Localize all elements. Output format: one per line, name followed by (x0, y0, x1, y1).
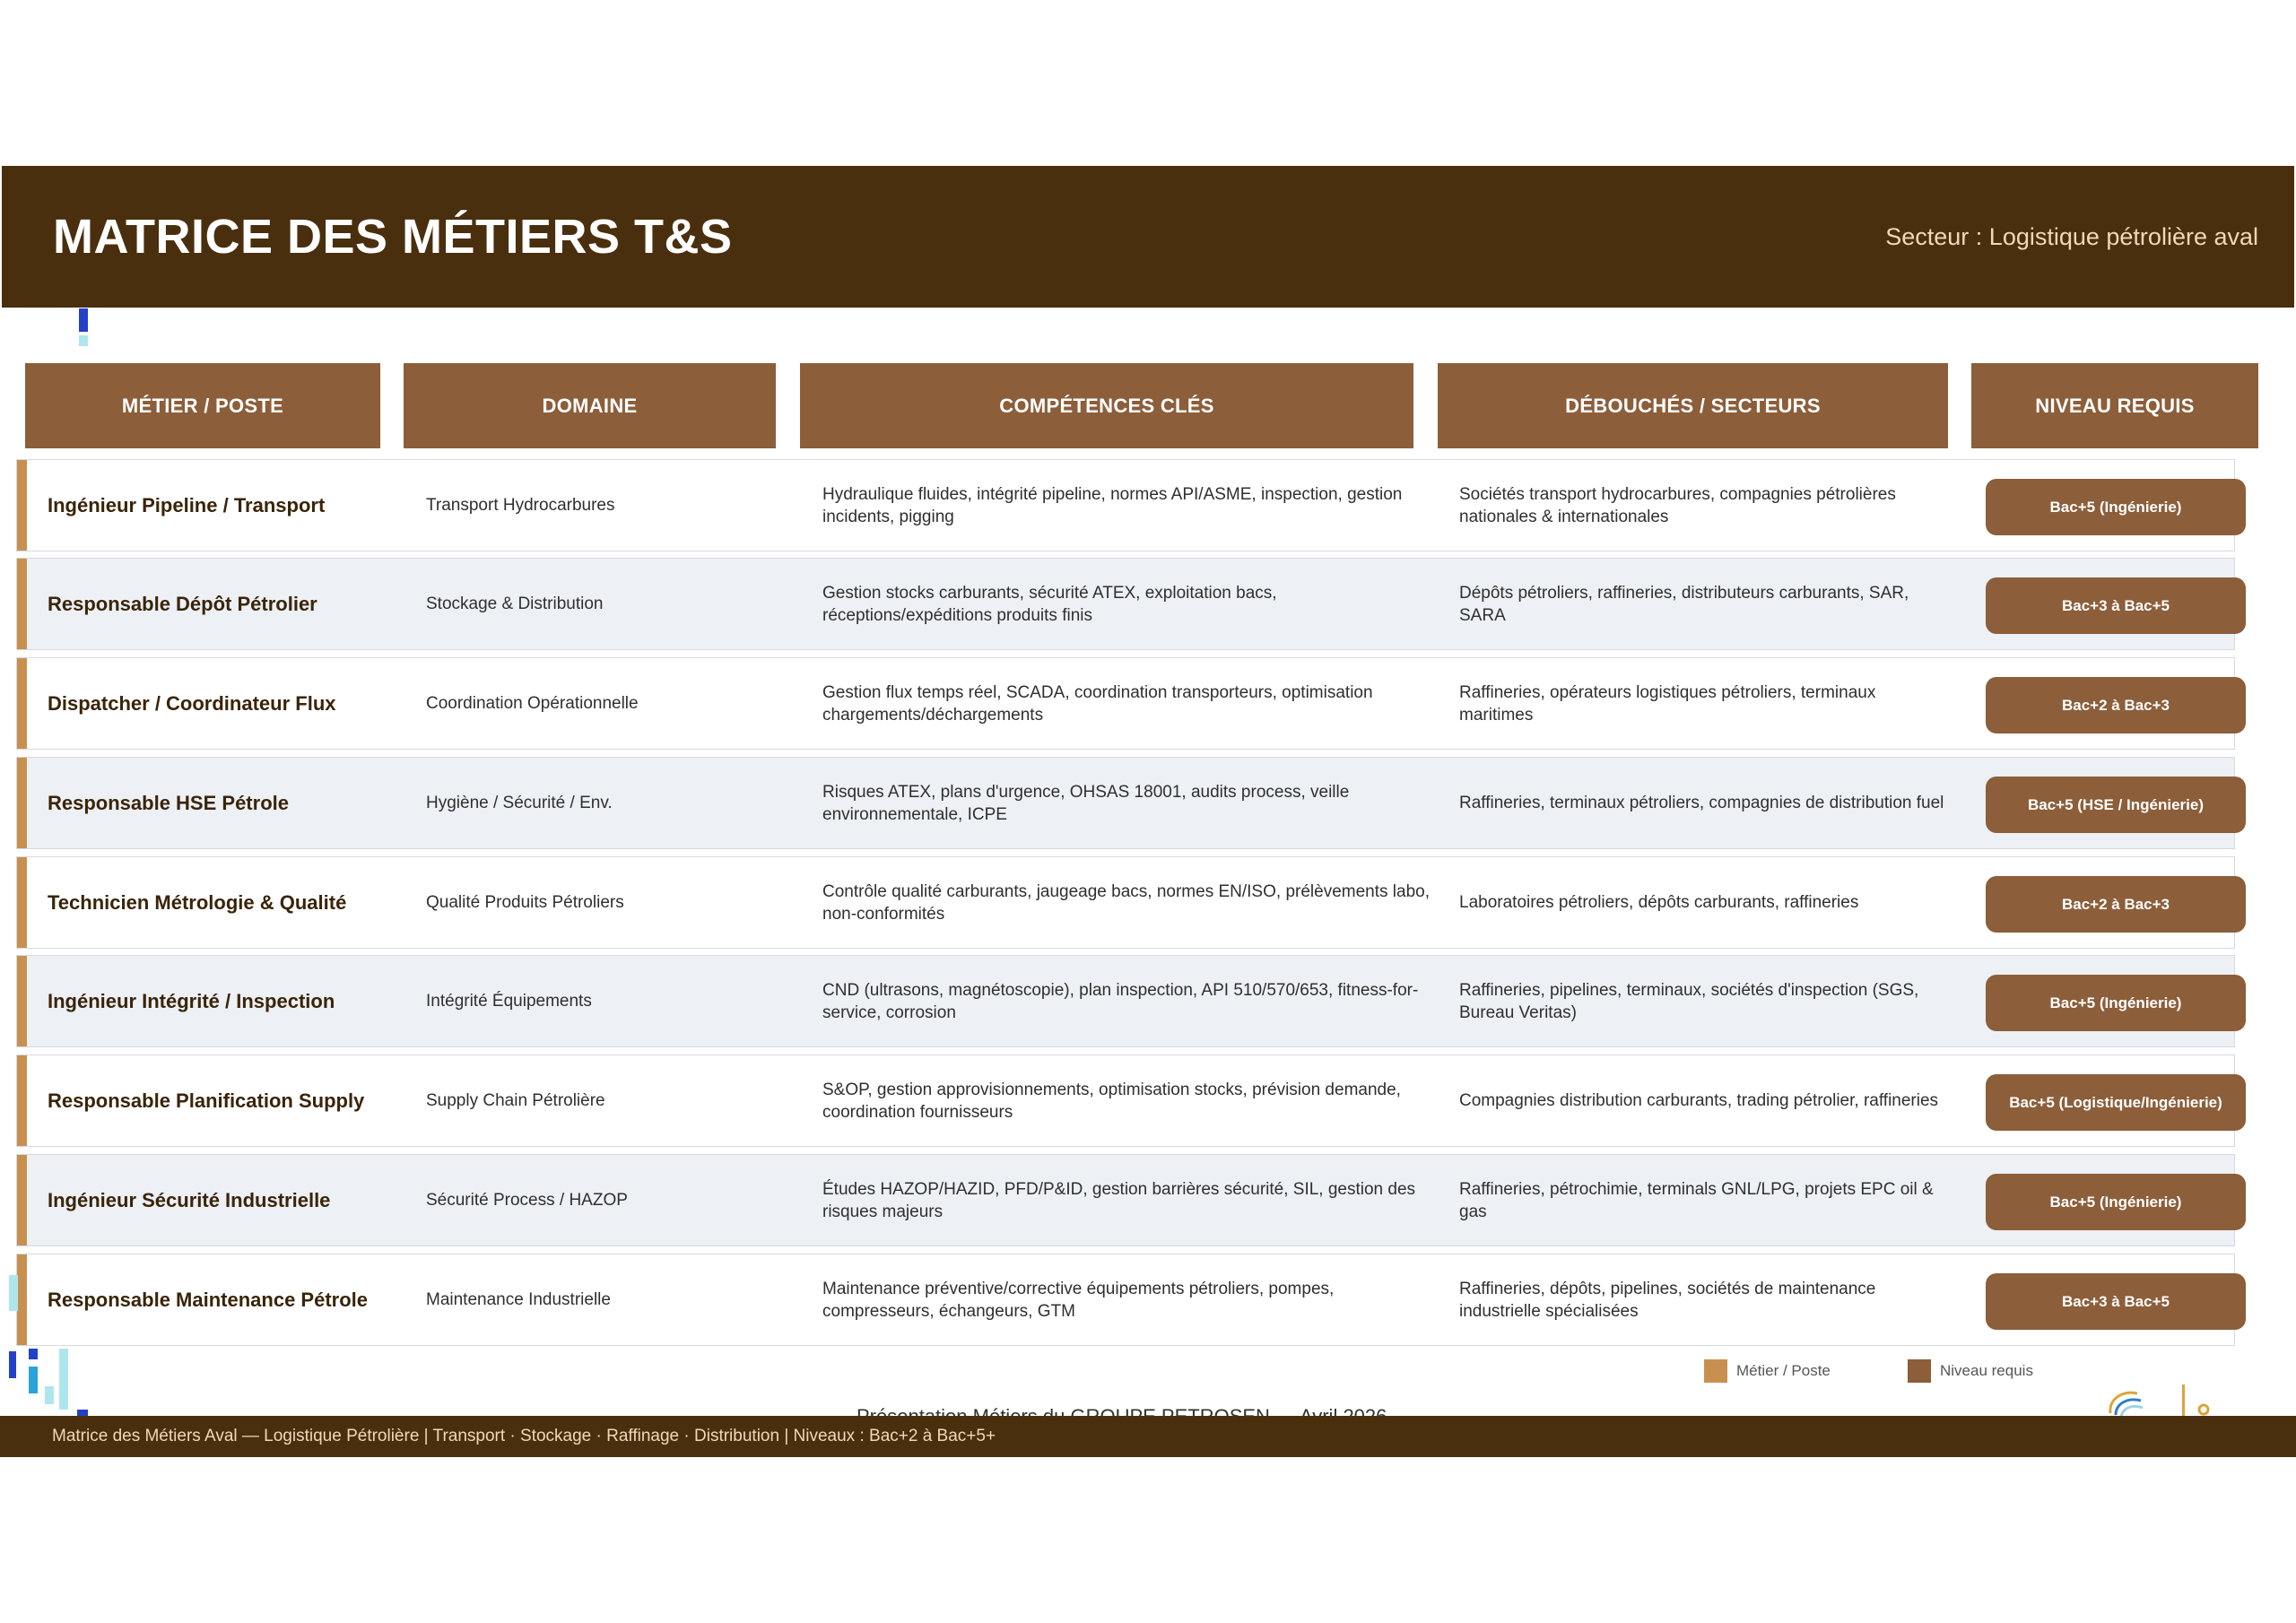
legend-label: Niveau requis (1940, 1362, 2033, 1379)
domaine-cell: Intégrité Équipements (426, 992, 592, 1011)
row-accent (17, 1055, 27, 1146)
table-row (16, 757, 2235, 849)
domaine-cell: Stockage & Distribution (426, 595, 604, 613)
row-accent (17, 857, 27, 948)
column-header-competences: COMPÉTENCES CLÉS (800, 363, 1413, 448)
niveau-badge: Bac+3 à Bac+5 (1986, 1273, 2246, 1330)
debouches-cell: Raffineries, dépôts, pipelines, sociétés de maintenance industrielle spécialisées (1459, 1279, 1876, 1321)
competences-cell: S&OP, gestion approvisionnements, optimisation stocks, prévision demande, coordination fournisseurs (822, 1080, 1401, 1122)
niveau-badge: Bac+5 (Ingénierie) (1986, 1174, 2246, 1230)
domaine-cell: Coordination Opérationnelle (426, 694, 639, 713)
domaine-cell: Supply Chain Pétrolière (426, 1091, 605, 1110)
table-row (16, 657, 2235, 750)
table-row (16, 459, 2235, 551)
page-header (2, 166, 2294, 308)
table-row (16, 558, 2235, 650)
debouches-cell: Raffineries, pétrochimie, terminals GNL/LPG, projets EPC oil & gas (1459, 1179, 1934, 1221)
competences-cell: Gestion stocks carburants, sécurité ATEX, exploitation bacs, réceptions/expéditions produits finis (822, 583, 1277, 625)
page-footer (0, 1416, 2296, 1457)
debouches-cell: Raffineries, pipelines, terminaux, sociétés d'inspection (SGS, Bureau Veritas) (1459, 980, 1919, 1022)
metier-cell: Responsable Maintenance Pétrole (48, 1289, 368, 1311)
niveau-badge: Bac+5 (HSE / Ingénierie) (1986, 777, 2246, 833)
niveau-badge: Bac+3 à Bac+5 (1986, 577, 2246, 634)
metier-cell: Dispatcher / Coordinateur Flux (48, 692, 336, 715)
niveau-badge: Bac+2 à Bac+3 (1986, 677, 2246, 733)
domaine-cell: Transport Hydrocarbures (426, 496, 615, 515)
column-header-metier: MÉTIER / POSTE (25, 363, 380, 448)
legend-item-metier (1704, 1359, 1831, 1383)
competences-cell: Études HAZOP/HAZID, PFD/P&ID, gestion barrières sécurité, SIL, gestion des risques majeurs (822, 1179, 1416, 1221)
logo-icon (2103, 1381, 2211, 1419)
debouches-cell: Sociétés transport hydrocarbures, compagnies pétrolières nationales & internationales (1459, 484, 1896, 526)
debouches-cell: Raffineries, terminaux pétroliers, compagnies de distribution fuel (1459, 794, 1944, 812)
debouches-cell: Compagnies distribution carburants, trading pétrolier, raffineries (1459, 1091, 1939, 1110)
competences-cell: Contrôle qualité carburants, jaugeage bacs, normes EN/ISO, prélèvements labo, non-conformités (822, 881, 1430, 924)
legend-swatch (1704, 1359, 1727, 1383)
niveau-badge: Bac+2 à Bac+3 (1986, 876, 2246, 933)
metier-cell: Ingénieur Pipeline / Transport (48, 494, 326, 516)
metier-cell: Responsable Dépôt Pétrolier (48, 593, 317, 615)
metier-cell: Technicien Métrologie & Qualité (48, 891, 347, 914)
competences-cell: Risques ATEX, plans d'urgence, OHSAS 18001, audits process, veille environnementale, ICPE (822, 782, 1350, 824)
debouches-cell: Dépôts pétroliers, raffineries, distributeurs carburants, SAR, SARA (1459, 583, 1909, 625)
decorative-bars (0, 1275, 99, 1419)
row-accent (17, 956, 27, 1046)
legend-swatch (1908, 1359, 1931, 1383)
metier-cell: Responsable Planification Supply (48, 1089, 365, 1112)
row-accent (17, 559, 27, 649)
domaine-cell: Qualité Produits Pétroliers (426, 893, 624, 912)
legend-item-niveau (1908, 1359, 2033, 1383)
column-header-niveau: NIVEAU REQUIS (1971, 363, 2258, 448)
table-row (16, 1254, 2235, 1346)
column-header-debouches: DÉBOUCHÉS / SECTEURS (1438, 363, 1948, 448)
competences-cell: Hydraulique fluides, intégrité pipeline, normes API/ASME, inspection, gestion incidents, pigging (822, 484, 1403, 526)
debouches-cell: Raffineries, opérateurs logistiques pétroliers, terminaux maritimes (1459, 682, 1876, 725)
competences-cell: CND (ultrasons, magnétoscopie), plan inspection, API 510/570/653, fitness-for-service, corrosion (822, 980, 1419, 1022)
metier-cell: Ingénieur Sécurité Industrielle (48, 1189, 331, 1211)
niveau-badge: Bac+5 (Logistique/Ingénierie) (1986, 1074, 2246, 1131)
domaine-cell: Sécurité Process / HAZOP (426, 1191, 628, 1210)
competences-cell: Maintenance préventive/corrective équipements pétroliers, pompes, compresseurs, échangeurs, GTM (822, 1279, 1335, 1321)
legend-label: Métier / Poste (1736, 1362, 1831, 1379)
column-header-domaine: DOMAINE (404, 363, 776, 448)
metier-cell: Responsable HSE Pétrole (48, 792, 289, 814)
table-row (16, 1055, 2235, 1147)
row-accent (17, 1155, 27, 1245)
row-accent (17, 460, 27, 551)
row-accent (17, 658, 27, 749)
niveau-badge: Bac+5 (Ingénierie) (1986, 479, 2246, 535)
page-subtitle: Secteur : Logistique pétrolière aval (1885, 223, 2258, 250)
metier-cell: Ingénieur Intégrité / Inspection (48, 990, 335, 1012)
table-row (16, 955, 2235, 1047)
domaine-cell: Maintenance Industrielle (426, 1290, 611, 1309)
niveau-badge: Bac+5 (Ingénierie) (1986, 975, 2246, 1031)
table-row (16, 1154, 2235, 1246)
footer-text: Matrice des Métiers Aval — Logistique Pétrolière | Transport · Stockage · Raffinage · Distribution | Niveaux : Bac+2 à Bac+5+ (52, 1427, 996, 1445)
table-row (16, 856, 2235, 949)
debouches-cell: Laboratoires pétroliers, dépôts carburants, raffineries (1459, 893, 1859, 912)
row-accent (17, 758, 27, 848)
domaine-cell: Hygiène / Sécurité / Env. (426, 794, 613, 812)
page-title: MATRICE DES MÉTIERS T&S (53, 210, 733, 264)
competences-cell: Gestion flux temps réel, SCADA, coordination transporteurs, optimisation chargements/déchargements (822, 682, 1373, 725)
